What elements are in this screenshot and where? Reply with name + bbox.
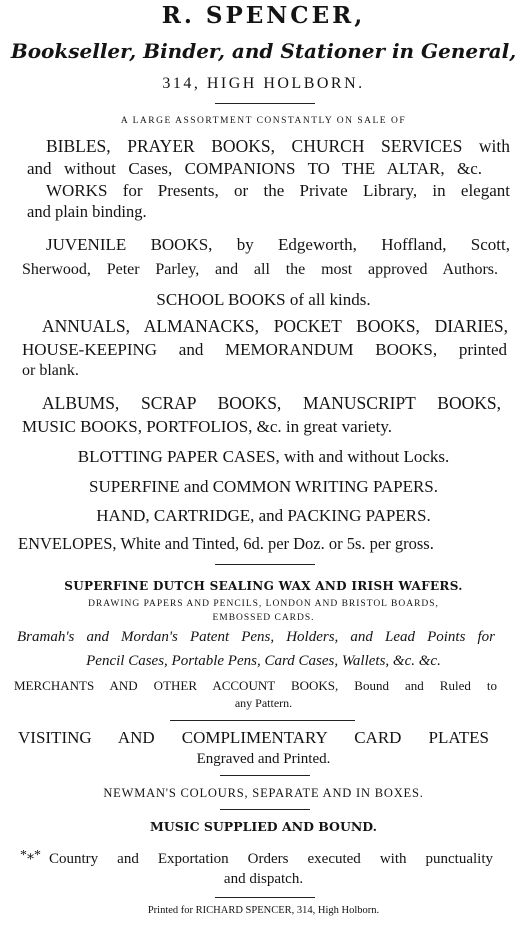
card-plates-line-2: Engraved and Printed. bbox=[196, 751, 331, 767]
item-annuals-line-1: ANNUALS, ALMANACKS, POCKET BOOKS, DIARIES, bbox=[42, 316, 508, 336]
account-books-line-1: MERCHANTS AND OTHER ACCOUNT BOOKS, Bound and Ruled to bbox=[14, 678, 497, 693]
section-rule-4 bbox=[220, 809, 310, 810]
drawing-papers-line-2: EMBOSSED CARDS. bbox=[212, 613, 315, 623]
item-envelopes: ENVELOPES, White and Tinted, 6d. per Doz. or 5s. per gross. bbox=[18, 534, 434, 553]
item-superfine-papers: SUPERFINE and COMMON WRITING PAPERS. bbox=[88, 477, 439, 496]
printer-imprint: Printed for RICHARD SPENCER, 314, High Holborn. bbox=[147, 905, 380, 916]
account-books-line-2: any Pattern. bbox=[234, 696, 293, 710]
item-albums-line-1: ALBUMS, SCRAP BOOKS, MANUSCRIPT BOOKS, bbox=[42, 393, 501, 413]
item-juvenile-line-1: JUVENILE BOOKS, by Edgeworth, Hoffland, Scott, bbox=[46, 235, 510, 254]
item-juvenile-line-2: Sherwood, Peter Parley, and all the most approved Authors. bbox=[22, 261, 498, 278]
item-works-line-1: WORKS for Presents, or the Private Library, in elegant bbox=[46, 181, 510, 200]
asterism-mark: *⁎* bbox=[20, 848, 41, 863]
sealing-wax-line: SUPERFINE DUTCH SEALING WAX AND IRISH WAFERS. bbox=[64, 579, 463, 593]
newmans-colours: NEWMAN'S COLOURS, SEPARATE AND IN BOXES. bbox=[103, 786, 424, 800]
music-supplied: MUSIC SUPPLIED AND BOUND. bbox=[149, 819, 378, 834]
item-annuals-line-3: or blank. bbox=[22, 362, 79, 379]
item-bibles-line-1: BIBLES, PRAYER BOOKS, CHURCH SERVICES with bbox=[46, 136, 510, 156]
intro-line: A LARGE ASSORTMENT CONSTANTLY ON SALE OF bbox=[120, 116, 407, 126]
card-plates-line-1: VISITING AND COMPLIMENTARY CARD PLATES bbox=[18, 728, 489, 747]
item-albums-line-2: MUSIC BOOKS, PORTFOLIOS, &c. in great variety. bbox=[22, 417, 392, 436]
patent-pens-line-2: Pencil Cases, Portable Pens, Card Cases, Wallets, &c. &c. bbox=[86, 653, 441, 669]
proprietor-name: R. SPENCER, bbox=[161, 2, 366, 29]
item-works-line-2: and plain binding. bbox=[27, 202, 147, 221]
item-hand-cartridge: HAND, CARTRIDGE, and PACKING PAPERS. bbox=[96, 506, 431, 525]
patent-pens-line-1: Bramah's and Mordan's Patent Pens, Holders, and Lead Points for bbox=[17, 629, 495, 645]
item-bibles-line-2: and without Cases, COMPANIONS TO THE ALTAR, &c. bbox=[27, 159, 482, 178]
section-rule-1 bbox=[215, 564, 315, 565]
section-rule-5 bbox=[215, 897, 315, 898]
section-rule-2 bbox=[170, 720, 355, 721]
section-rule-3 bbox=[220, 775, 310, 776]
drawing-papers-line-1: DRAWING PAPERS AND PENCILS, LONDON AND BRISTOL BOARDS, bbox=[88, 599, 439, 609]
trade-description: Bookseller, Binder, and Stationer in General, bbox=[10, 39, 517, 63]
export-orders-line-1: Country and Exportation Orders executed with punctuality bbox=[49, 851, 493, 867]
item-school-books: SCHOOL BOOKS of all kinds. bbox=[156, 290, 371, 309]
shop-address: 314, HIGH HOLBORN. bbox=[162, 75, 365, 92]
export-orders-line-2: and dispatch. bbox=[223, 871, 304, 887]
item-annuals-line-2: HOUSE-KEEPING and MEMORANDUM BOOKS, printed bbox=[22, 340, 507, 359]
header-rule bbox=[215, 103, 315, 104]
item-blotting: BLOTTING PAPER CASES, with and without Locks. bbox=[77, 447, 450, 466]
